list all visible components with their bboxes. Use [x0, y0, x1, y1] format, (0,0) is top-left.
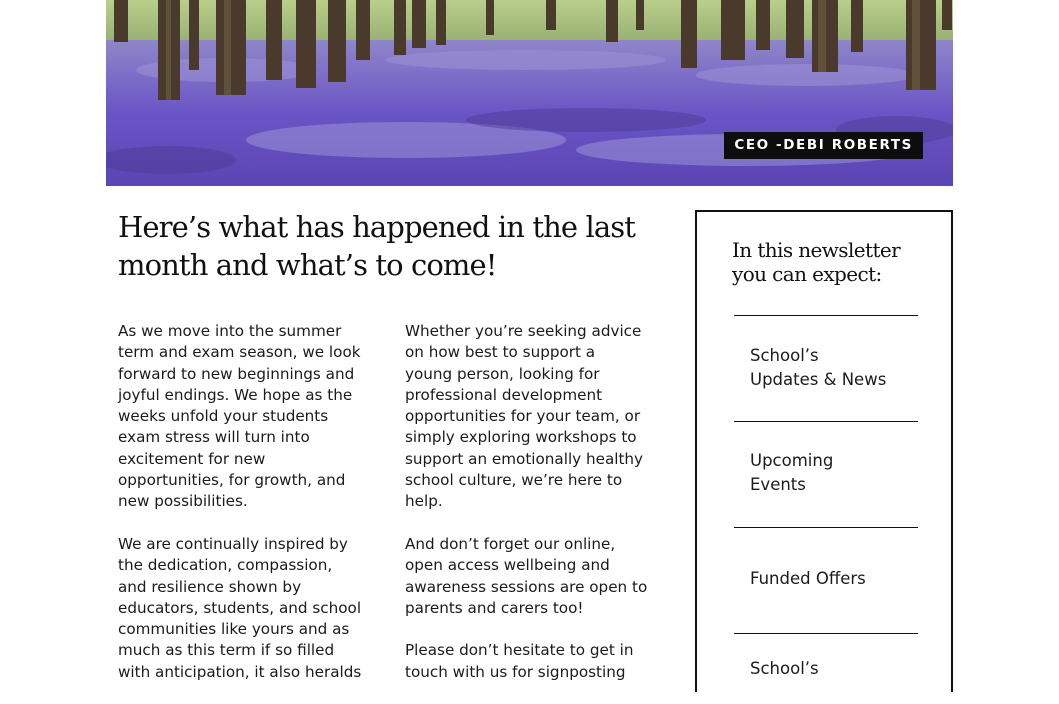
- page-headline: Here’s what has happened in the last month and what’s to come!: [118, 210, 635, 282]
- hero-image: [106, 0, 953, 186]
- body-column-right: [405, 321, 673, 704]
- contents-title: In this newsletter you can expect:: [732, 238, 901, 286]
- newsletter-contents-box: [695, 210, 953, 692]
- contents-item-schools-updates[interactable]: School’s Updates & News: [750, 346, 887, 389]
- contents-item-upcoming-events[interactable]: Upcoming Events: [750, 451, 834, 494]
- divider: [734, 527, 918, 528]
- paragraph: We are continually inspired by the dedication, compassion, and resilience shown by educators, students, and school communities like yours and as much as this term if so filled with anticipation, it also heralds: [118, 534, 362, 681]
- paragraph: Please don’t hesitate to get in touch with us for signposting: [405, 641, 634, 681]
- contents-item-schools[interactable]: School’s: [750, 659, 819, 678]
- paragraph: Whether you’re seeking advice on how best to support a young person, looking for professional development opportunities for your team, or simply exploring workshops to support an emotionally healthy school culture, we’re here to help.: [405, 322, 644, 511]
- divider: [734, 633, 918, 634]
- paragraph: As we move into the summer term and exam season, we look forward to new beginnings and joyful endings. We hope as the weeks unfold your students exam stress will turn into excitement for new opportunities, for growth, and new possibilities.: [118, 322, 361, 511]
- ceo-caption: CEO -DEBI ROBERTS: [724, 132, 923, 159]
- paragraph: And don’t forget our online, open access wellbeing and awareness sessions are open to parents and carers too!: [405, 534, 648, 617]
- contents-item-funded-offers[interactable]: Funded Offers: [750, 569, 866, 588]
- divider: [734, 421, 918, 422]
- divider: [734, 315, 918, 316]
- body-column-left: [118, 321, 386, 704]
